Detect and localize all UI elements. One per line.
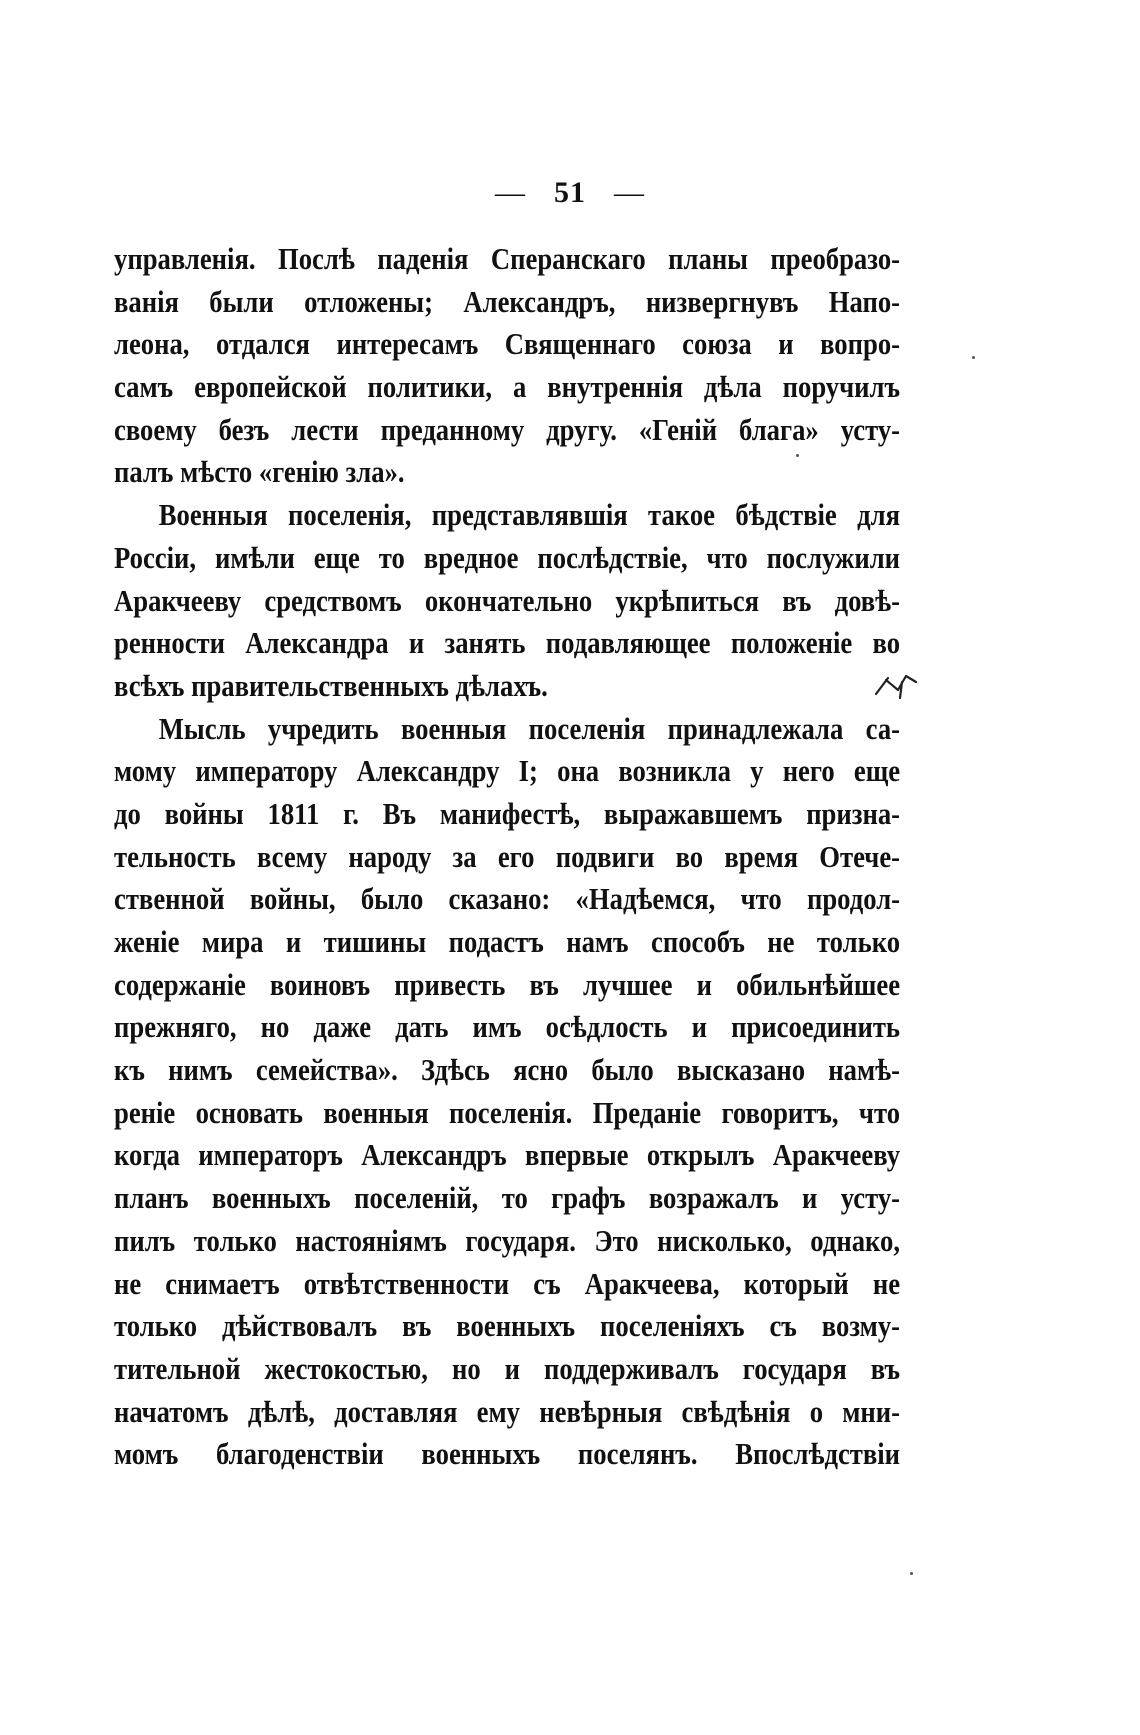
- text-line: женіе мира и тишины подастъ намъ способъ не только: [114, 924, 901, 959]
- text-line: Аракчееву средствомъ окончательно укрѣпиться въ довѣ-: [114, 582, 901, 618]
- page-number-dash-right: —: [614, 176, 645, 209]
- text-line: пилъ только настояніямъ государя. Это нисколько, однако,: [114, 1222, 901, 1258]
- text-line: тительной жестокостью, но и поддерживалъ государя въ: [114, 1350, 901, 1386]
- text-line: къ нимъ семейства». Здѣсь ясно было высказано намѣ-: [114, 1052, 901, 1088]
- page-number-header: [0, 176, 1140, 210]
- text-line: своему безъ лести преданному другу. «Геній блага» усту-: [114, 411, 901, 447]
- text-line: момъ благоденствіи военныхъ поселянъ. Впослѣдствіи: [114, 1436, 901, 1472]
- text-line: только дѣйствовалъ въ военныхъ поселеніяхъ съ возму-: [114, 1308, 901, 1344]
- body-text: [114, 238, 900, 1476]
- scan-speck: [796, 454, 799, 457]
- text-line: Мысль учредить военныя поселенія принадлежала са-: [158, 710, 901, 746]
- page-number-dash-left: —: [495, 176, 526, 209]
- text-line: мому императору Александру I; она возникла у него еще: [114, 753, 901, 789]
- text-line: не снимаетъ отвѣтственности съ Аракчеева, который не: [114, 1265, 901, 1301]
- text-line: всѣхъ правительственныхъ дѣлахъ.: [114, 667, 548, 703]
- text-line: управленія. Послѣ паденія Сперанскаго планы преобразо-: [114, 241, 901, 276]
- text-line: когда императоръ Александръ впервые открылъ Аракчееву: [114, 1137, 901, 1173]
- text-line: Военныя поселенія, представлявшія такое бѣдствіе для: [158, 497, 901, 533]
- scan-speck: [972, 356, 975, 359]
- handwritten-margin-mark-icon: [872, 668, 924, 702]
- text-line: Россіи, имѣли еще то вредное послѣдствіе, что послужили: [114, 539, 901, 575]
- text-line: начатомъ дѣлѣ, доставляя ему невѣрныя свѣдѣнія о мни-: [114, 1393, 901, 1429]
- text-line: ственной войны, было сказано: «Надѣемся, что продол-: [114, 881, 901, 917]
- text-line: палъ мѣсто «генію зла».: [114, 454, 405, 490]
- text-line: планъ военныхъ поселеній, то графъ возражалъ и усту-: [114, 1180, 901, 1216]
- scan-speck: [910, 1572, 913, 1575]
- text-line: до войны 1811 г. Въ манифестѣ, выражавшемъ призна-: [114, 795, 901, 831]
- text-line: ванія были отложены; Александръ, низвергнувъ Напо-: [114, 283, 901, 319]
- text-line: ренности Александра и занять подавляющее положеніе во: [114, 625, 901, 661]
- text-line: реніе основать военныя поселенія. Преданіе говоритъ, что: [114, 1094, 901, 1130]
- text-line: леона, отдался интересамъ Священнаго союза и вопро-: [114, 326, 901, 362]
- text-line: содержаніе воиновъ привесть въ лучшее и обильнѣйшее: [114, 966, 901, 1002]
- page-number: 51: [554, 176, 586, 209]
- text-line: прежняго, но даже дать имъ осѣдлость и присоединить: [114, 1009, 901, 1045]
- text-line: самъ европейской политики, а внутреннія дѣла поручилъ: [114, 369, 901, 405]
- text-line: тельность всему народу за его подвиги во время Отече-: [114, 838, 901, 874]
